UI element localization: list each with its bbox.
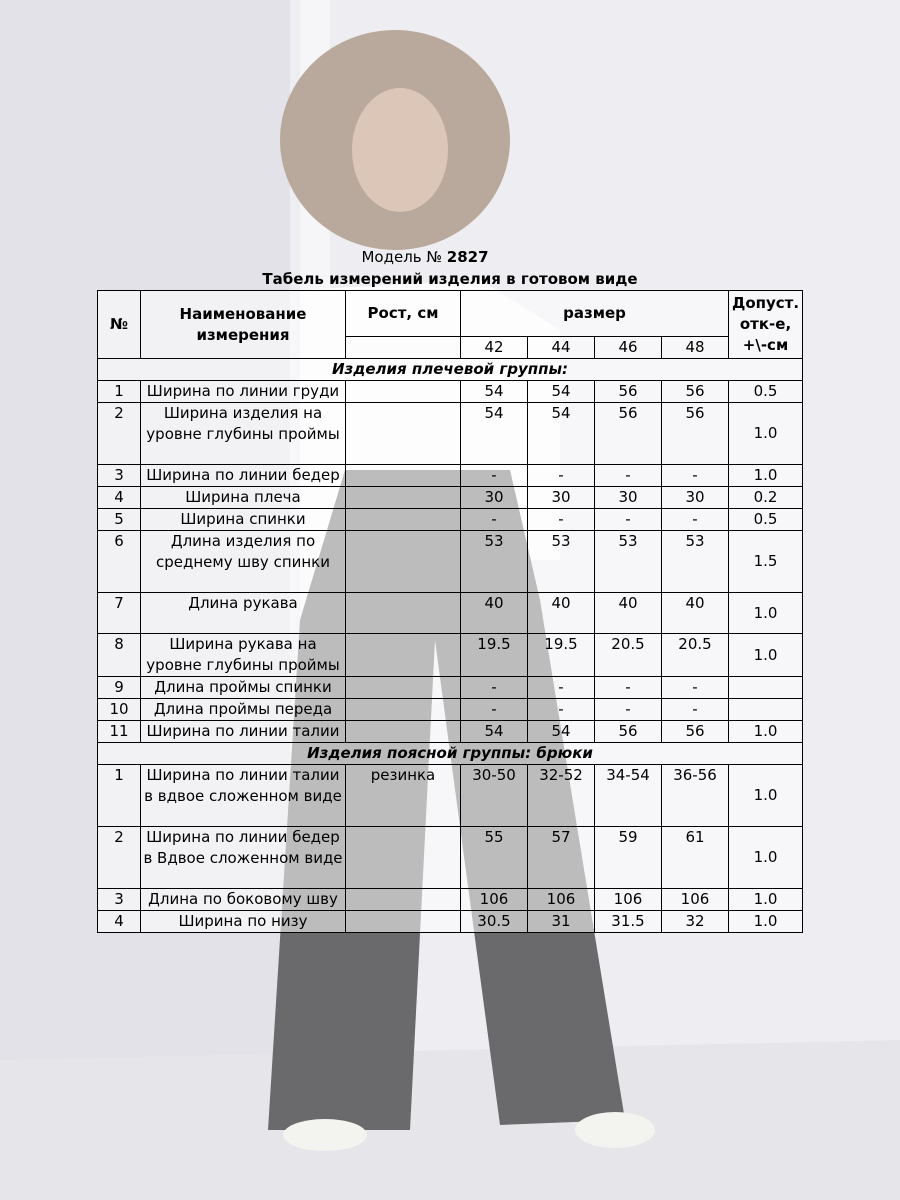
row-value-44: 54 <box>528 403 595 465</box>
row-value-46: - <box>595 677 662 699</box>
row-value-48: - <box>662 509 729 531</box>
row-tolerance: 1.0 <box>729 403 803 465</box>
row-num: 8 <box>98 634 141 677</box>
row-value-48: 56 <box>662 403 729 465</box>
row-tolerance: 1.5 <box>729 531 803 593</box>
row-num: 7 <box>98 593 141 634</box>
row-height <box>346 699 461 721</box>
row-value-42: 30 <box>461 487 528 509</box>
row-height <box>346 381 461 403</box>
col-name-header: Наименование измерения <box>141 291 346 359</box>
row-height <box>346 889 461 911</box>
row-name: Ширина по линии талии <box>141 721 346 743</box>
model-prefix: Модель № <box>361 248 442 266</box>
row-value-46: - <box>595 465 662 487</box>
row-value-42: 54 <box>461 721 528 743</box>
row-tolerance: 1.0 <box>729 889 803 911</box>
row-name: Длина проймы спинки <box>141 677 346 699</box>
row-value-42: 40 <box>461 593 528 634</box>
table-row <box>98 699 803 721</box>
row-name: Ширина по линии груди <box>141 381 346 403</box>
row-value-42: 106 <box>461 889 528 911</box>
row-num: 4 <box>98 911 141 933</box>
table-row <box>98 465 803 487</box>
row-value-46: 56 <box>595 403 662 465</box>
size-header-46: 46 <box>595 337 662 359</box>
row-tolerance <box>729 699 803 721</box>
row-tolerance: 0.2 <box>729 487 803 509</box>
table-row <box>98 721 803 743</box>
row-name: Длина изделия по среднему шву спинки <box>141 531 346 593</box>
row-value-42: 30.5 <box>461 911 528 933</box>
col-num-header: № <box>98 291 141 359</box>
table-row <box>98 509 803 531</box>
row-tolerance: 1.0 <box>729 634 803 677</box>
row-value-44: 19.5 <box>528 634 595 677</box>
row-name: Ширина по низу <box>141 911 346 933</box>
col-size-header: размер <box>461 291 729 337</box>
row-value-46: - <box>595 509 662 531</box>
size-header-44: 44 <box>528 337 595 359</box>
row-name: Ширина плеча <box>141 487 346 509</box>
row-height <box>346 677 461 699</box>
row-num: 5 <box>98 509 141 531</box>
row-value-44: 106 <box>528 889 595 911</box>
row-height <box>346 531 461 593</box>
table-row <box>98 634 803 677</box>
row-tolerance: 0.5 <box>729 381 803 403</box>
row-value-44: - <box>528 699 595 721</box>
row-value-44: 53 <box>528 531 595 593</box>
row-height <box>346 721 461 743</box>
row-value-44: - <box>528 465 595 487</box>
row-num: 10 <box>98 699 141 721</box>
row-height <box>346 827 461 889</box>
row-value-46: 40 <box>595 593 662 634</box>
row-value-46: - <box>595 699 662 721</box>
table-row <box>98 911 803 933</box>
row-name: Ширина изделия на уровне глубины проймы <box>141 403 346 465</box>
table-title: Табель измерений изделия в готовом виде <box>262 270 638 288</box>
table-row <box>98 765 803 827</box>
col-tolerance-header: Допуст. отк-е, +\-см <box>729 291 803 359</box>
row-name: Ширина спинки <box>141 509 346 531</box>
row-tolerance: 1.0 <box>729 593 803 634</box>
row-num: 1 <box>98 381 141 403</box>
row-value-48: - <box>662 677 729 699</box>
row-value-42: 54 <box>461 381 528 403</box>
row-name: Длина рукава <box>141 593 346 634</box>
table-row <box>98 889 803 911</box>
row-value-46: 20.5 <box>595 634 662 677</box>
row-height <box>346 403 461 465</box>
row-height <box>346 593 461 634</box>
row-value-48: 56 <box>662 381 729 403</box>
row-value-48: 53 <box>662 531 729 593</box>
row-name: Ширина по линии бедер <box>141 465 346 487</box>
row-value-46: 56 <box>595 721 662 743</box>
row-height <box>346 911 461 933</box>
row-value-44: 40 <box>528 593 595 634</box>
row-value-46: 53 <box>595 531 662 593</box>
row-value-42: - <box>461 677 528 699</box>
measurement-table <box>97 290 803 933</box>
row-tolerance: 1.0 <box>729 465 803 487</box>
row-value-44: 54 <box>528 721 595 743</box>
row-value-48: 56 <box>662 721 729 743</box>
table-row <box>98 827 803 889</box>
table-row <box>98 531 803 593</box>
col-height-header: Рост, см <box>346 291 461 337</box>
row-value-46: 106 <box>595 889 662 911</box>
row-name: Длина по боковому шву <box>141 889 346 911</box>
row-value-46: 56 <box>595 381 662 403</box>
row-value-48: 106 <box>662 889 729 911</box>
model-title <box>0 247 850 267</box>
row-value-46: 59 <box>595 827 662 889</box>
row-height <box>346 634 461 677</box>
row-num: 9 <box>98 677 141 699</box>
row-value-46: 30 <box>595 487 662 509</box>
table-row <box>98 593 803 634</box>
row-value-48: 40 <box>662 593 729 634</box>
row-value-44: - <box>528 509 595 531</box>
row-value-48: 32 <box>662 911 729 933</box>
row-height <box>346 487 461 509</box>
row-value-42: - <box>461 509 528 531</box>
group-title-shoulder: Изделия плечевой группы: <box>98 359 803 381</box>
row-value-42: 19.5 <box>461 634 528 677</box>
size-header-42: 42 <box>461 337 528 359</box>
row-name: Ширина рукава на уровне глубины проймы <box>141 634 346 677</box>
row-tolerance: 1.0 <box>729 911 803 933</box>
row-value-48: 36-56 <box>662 765 729 827</box>
row-num: 6 <box>98 531 141 593</box>
row-value-44: 30 <box>528 487 595 509</box>
table-row <box>98 403 803 465</box>
row-value-48: 30 <box>662 487 729 509</box>
row-tolerance: 1.0 <box>729 721 803 743</box>
size-header-48: 48 <box>662 337 729 359</box>
row-value-48: - <box>662 465 729 487</box>
table-row <box>98 487 803 509</box>
row-name: Ширина по линии бедер в Вдвое сложенном виде <box>141 827 346 889</box>
row-height: резинка <box>346 765 461 827</box>
row-height <box>346 509 461 531</box>
row-name: Ширина по линии талии в вдвое сложенном виде <box>141 765 346 827</box>
row-num: 11 <box>98 721 141 743</box>
table-row <box>98 381 803 403</box>
row-tolerance: 1.0 <box>729 765 803 827</box>
row-value-44: 57 <box>528 827 595 889</box>
row-tolerance: 1.0 <box>729 827 803 889</box>
row-value-44: 54 <box>528 381 595 403</box>
row-value-42: 53 <box>461 531 528 593</box>
row-value-44: - <box>528 677 595 699</box>
row-value-42: 30-50 <box>461 765 528 827</box>
row-num: 3 <box>98 889 141 911</box>
table-row <box>98 677 803 699</box>
row-value-42: 54 <box>461 403 528 465</box>
row-value-48: - <box>662 699 729 721</box>
row-value-44: 32-52 <box>528 765 595 827</box>
row-num: 4 <box>98 487 141 509</box>
group-title-waist: Изделия поясной группы: брюки <box>98 743 803 765</box>
row-value-42: - <box>461 699 528 721</box>
row-num: 3 <box>98 465 141 487</box>
row-value-44: 31 <box>528 911 595 933</box>
row-value-48: 61 <box>662 827 729 889</box>
row-value-42: - <box>461 465 528 487</box>
row-height <box>346 465 461 487</box>
row-value-46: 34-54 <box>595 765 662 827</box>
row-num: 1 <box>98 765 141 827</box>
row-tolerance: 0.5 <box>729 509 803 531</box>
row-name: Длина проймы переда <box>141 699 346 721</box>
row-num: 2 <box>98 403 141 465</box>
model-number: 2827 <box>446 248 489 266</box>
row-tolerance <box>729 677 803 699</box>
row-value-46: 31.5 <box>595 911 662 933</box>
height-sub-cell <box>346 337 461 359</box>
row-num: 2 <box>98 827 141 889</box>
row-value-42: 55 <box>461 827 528 889</box>
row-value-48: 20.5 <box>662 634 729 677</box>
